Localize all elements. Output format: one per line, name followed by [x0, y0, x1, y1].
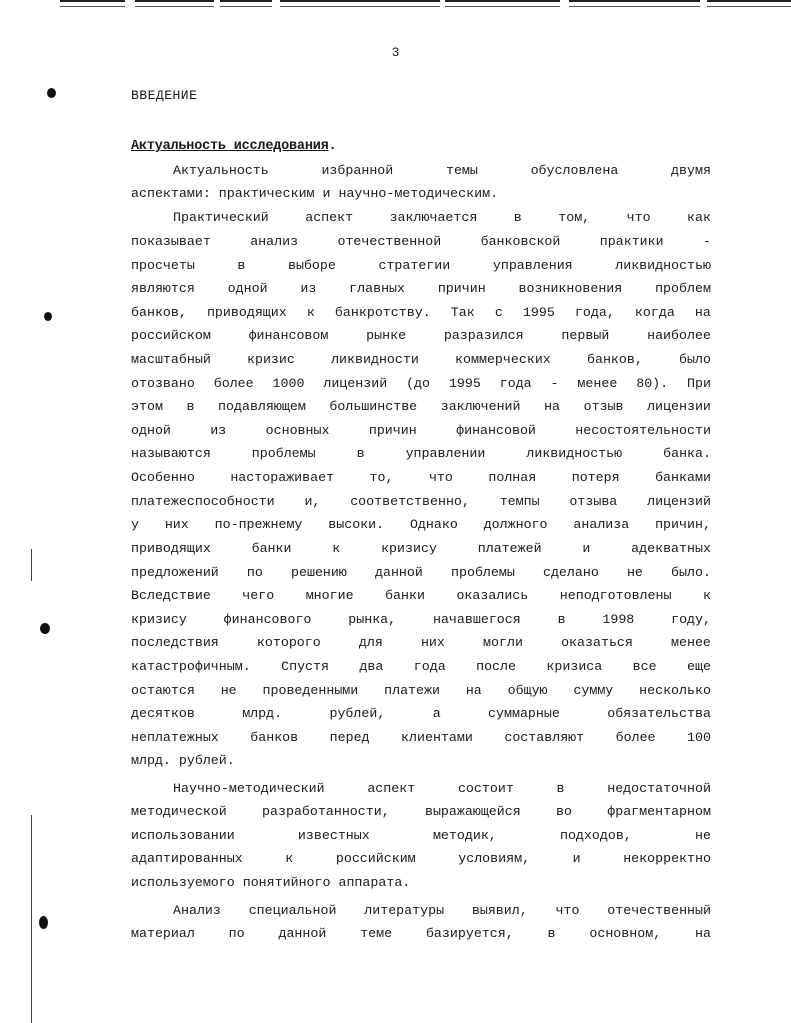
word: еще — [687, 659, 711, 674]
hole-punch-mark — [40, 623, 50, 634]
word: адаптированных — [131, 851, 243, 866]
word: приводящих — [206, 305, 287, 320]
word: этом — [131, 399, 163, 414]
word: на — [544, 399, 561, 414]
text-line — [131, 541, 711, 556]
word: литературы — [364, 903, 445, 918]
word: не — [220, 683, 237, 698]
word: практики — [599, 234, 664, 249]
hole-punch-mark — [44, 312, 52, 321]
word: Однако — [409, 517, 458, 532]
word: рублей, — [329, 706, 386, 721]
word: управления — [492, 258, 573, 273]
text-line — [173, 903, 711, 918]
scan-top-border — [60, 0, 791, 7]
text-line — [131, 828, 711, 843]
word: клиентами — [401, 730, 473, 745]
scan-border-gap — [700, 0, 707, 7]
word: (до — [406, 376, 431, 391]
word: неподготовлены — [559, 588, 672, 603]
word: как — [687, 210, 711, 225]
word: данной — [374, 565, 423, 580]
word: десятков — [131, 706, 195, 721]
word: отзыв — [583, 399, 624, 414]
text-line: аспектами: практическим и научно-методическим. — [131, 186, 499, 201]
word: Научно-методический — [173, 781, 325, 796]
word: темы — [445, 163, 478, 178]
text-line — [131, 446, 711, 461]
hole-punch-mark — [47, 88, 56, 98]
word: обусловлена — [530, 163, 619, 178]
word: российском — [131, 328, 211, 343]
word: было. — [671, 565, 711, 580]
word: потеря — [571, 470, 620, 485]
word: сумму — [573, 683, 614, 698]
word: них — [420, 635, 445, 650]
word: возникновения — [518, 281, 623, 296]
word: банковской — [480, 234, 561, 249]
text-line — [131, 399, 711, 414]
word: базируется, — [425, 926, 514, 941]
word: году, — [671, 612, 711, 627]
word: выборе — [287, 258, 336, 273]
word: управлении — [405, 446, 486, 461]
word: начавшегося — [432, 612, 521, 627]
word: по — [246, 565, 263, 580]
word: то, — [369, 470, 394, 485]
scan-border-gap — [272, 0, 280, 7]
hole-punch-mark — [39, 916, 48, 929]
word: использовании — [131, 828, 235, 843]
word: кризису — [381, 541, 437, 556]
text-line — [131, 612, 711, 627]
word: аспект — [367, 781, 416, 796]
word: когда — [634, 305, 675, 320]
word: заключений — [440, 399, 521, 414]
word: теме — [360, 926, 393, 941]
word: оказаться — [561, 635, 633, 650]
word: ликвидности — [331, 352, 419, 367]
word: года — [413, 659, 446, 674]
word: темпы — [499, 494, 540, 509]
word: предложений — [131, 565, 219, 580]
text-line — [131, 635, 711, 650]
text-line — [173, 163, 711, 178]
word: - — [703, 234, 711, 249]
text-line — [131, 470, 711, 485]
word: российским — [335, 851, 416, 866]
word: более — [615, 730, 656, 745]
word: одной — [131, 423, 171, 438]
word: в — [557, 612, 566, 627]
word: показывает — [131, 234, 211, 249]
word: банка. — [663, 446, 711, 461]
subheading — [131, 139, 336, 154]
word: условиям, — [458, 851, 531, 866]
word: после — [476, 659, 516, 674]
word: катастрофичным. — [131, 659, 251, 674]
word: заключается — [389, 210, 478, 225]
word: являются — [131, 281, 195, 296]
word: к — [702, 588, 711, 603]
text-line — [131, 683, 711, 698]
word: подходов, — [559, 828, 632, 843]
word: финансовой — [456, 423, 536, 438]
text-line — [131, 423, 711, 438]
word: и, — [304, 494, 321, 509]
word: методик, — [432, 828, 497, 843]
word: высоки. — [328, 517, 385, 532]
text-line — [131, 494, 711, 509]
text-line — [131, 804, 711, 819]
word: несостоятельности — [575, 423, 711, 438]
word: неплатежных — [131, 730, 219, 745]
word: основном, — [589, 926, 662, 941]
word: в — [547, 926, 556, 941]
word: ликвидностью — [615, 258, 711, 273]
word: в — [186, 399, 195, 414]
word: остаются — [131, 683, 195, 698]
word: том, — [558, 210, 591, 225]
text-line — [131, 376, 711, 391]
word: них — [164, 517, 189, 532]
word: на — [465, 683, 482, 698]
word: на — [694, 305, 711, 320]
word: одной — [227, 281, 268, 296]
word: в — [237, 258, 246, 273]
word: выявил, — [471, 903, 528, 918]
word: 80). — [636, 376, 669, 391]
word: года — [499, 376, 532, 391]
text-line — [131, 565, 711, 580]
word: менее — [671, 635, 711, 650]
word: Особенно — [131, 470, 195, 485]
word: которого — [256, 635, 321, 650]
word: у — [131, 517, 139, 532]
word: не — [626, 565, 643, 580]
word: соответственно, — [350, 494, 470, 509]
word: было — [679, 352, 711, 367]
word: некорректно — [623, 851, 711, 866]
word: в — [356, 446, 365, 461]
word: по-прежнему — [214, 517, 303, 532]
word: наиболее — [647, 328, 711, 343]
word: материал — [131, 926, 195, 941]
word: рынка, — [348, 612, 397, 627]
word: разразился — [443, 328, 524, 343]
word: кризиса — [546, 659, 603, 674]
word: полная — [488, 470, 537, 485]
word: обязательства — [607, 706, 711, 721]
word: специальной — [248, 903, 337, 918]
word: Спустя — [281, 659, 329, 674]
text-line — [131, 281, 711, 296]
word: менее — [577, 376, 618, 391]
word: отзыва — [569, 494, 618, 509]
word: что — [555, 903, 580, 918]
word: методической — [131, 804, 227, 819]
section-heading: ВВЕДЕНИЕ — [131, 88, 198, 103]
word: суммарные — [488, 706, 560, 721]
word: 1995 — [448, 376, 481, 391]
text-line — [131, 851, 711, 866]
text-line — [131, 305, 711, 320]
word: во — [556, 804, 572, 819]
word: - — [550, 376, 559, 391]
word: млрд. — [242, 706, 283, 721]
word: общую — [507, 683, 548, 698]
word: называются — [131, 446, 211, 461]
text-line — [131, 328, 711, 343]
word: рынке — [366, 328, 407, 343]
text-line — [131, 730, 711, 745]
word: все — [632, 659, 657, 674]
scan-border-gap — [440, 0, 445, 7]
word: несколько — [639, 683, 711, 698]
word: причин, — [655, 517, 711, 532]
word: банками — [655, 470, 711, 485]
word: два — [359, 659, 384, 674]
word: стратегии — [378, 258, 451, 273]
word: анализ — [250, 234, 299, 249]
word: выражающейся — [424, 804, 521, 819]
text-line — [131, 659, 711, 674]
word: Вследствие — [131, 588, 211, 603]
text-line — [131, 517, 711, 532]
word: последствия — [131, 635, 219, 650]
subheading-text: Актуальность исследования — [131, 139, 329, 154]
word: главных — [349, 281, 406, 296]
word: основных — [265, 423, 330, 438]
word: а — [432, 706, 441, 721]
word: отечественной — [337, 234, 442, 249]
word: чего — [242, 588, 275, 603]
word: в — [556, 781, 565, 796]
word: адекватных — [631, 541, 711, 556]
page-number: 3 — [391, 45, 400, 60]
word: многие — [305, 588, 354, 603]
word: фрагментарном — [607, 804, 711, 819]
word: Анализ — [173, 903, 221, 918]
word: отозвано — [131, 376, 195, 391]
word: недостаточной — [607, 781, 711, 796]
word: и — [582, 541, 591, 556]
word: причин — [437, 281, 486, 296]
word: ликвидностью — [526, 446, 623, 461]
word: перед — [329, 730, 370, 745]
word: платежеспособности — [131, 494, 275, 509]
word: Так — [450, 305, 475, 320]
word: известных — [297, 828, 370, 843]
word: что — [428, 470, 453, 485]
word: 100 — [687, 730, 711, 745]
word: по — [228, 926, 245, 941]
word: 1998 — [602, 612, 635, 627]
word: сделано — [542, 565, 599, 580]
word: анализа — [573, 517, 630, 532]
word: банков, — [586, 352, 643, 367]
text-line — [173, 781, 711, 796]
word: платежи — [384, 683, 440, 698]
word: лицензии — [647, 399, 711, 414]
text-line — [131, 352, 711, 367]
word: финансового — [223, 612, 312, 627]
word: к — [332, 541, 341, 556]
word: с — [494, 305, 503, 320]
word: причин — [368, 423, 417, 438]
word: большинстве — [329, 399, 418, 414]
word: более — [213, 376, 254, 391]
word: на — [695, 926, 711, 941]
scan-margin-line — [31, 815, 32, 1023]
word: 1000 — [272, 376, 305, 391]
word: 1995 — [522, 305, 555, 320]
word: банков — [250, 730, 299, 745]
text-line — [131, 588, 711, 603]
word: из — [300, 281, 317, 296]
word: и — [572, 851, 581, 866]
word: банкротству. — [334, 305, 431, 320]
word: данной — [278, 926, 327, 941]
word: просчеты — [131, 258, 195, 273]
text-line: используемого понятийного аппарата. — [131, 875, 411, 890]
word: проблемы — [451, 565, 515, 580]
word: Актуальность — [173, 163, 269, 178]
word: для — [358, 635, 383, 650]
scan-border-gap — [125, 0, 135, 7]
word: Практический — [173, 210, 269, 225]
word: избранной — [321, 163, 394, 178]
word: приводящих — [131, 541, 211, 556]
word: проведенными — [262, 683, 359, 698]
word: При — [687, 376, 711, 391]
word: банки — [385, 588, 425, 603]
text-line — [131, 258, 711, 273]
word: не — [694, 828, 711, 843]
word: коммерческих — [455, 352, 551, 367]
scan-border-gap — [214, 0, 220, 7]
word: масштабный — [131, 352, 211, 367]
word: лицензий — [323, 376, 388, 391]
word: должного — [483, 517, 548, 532]
word: двумя — [671, 163, 711, 178]
scan-border-gap — [560, 0, 569, 7]
word: отечественный — [607, 903, 711, 918]
word: первый — [561, 328, 610, 343]
word: финансовом — [248, 328, 329, 343]
text-line — [131, 926, 711, 941]
word: к — [306, 305, 315, 320]
word: что — [626, 210, 651, 225]
word: подавляющем — [218, 399, 306, 414]
word: решению — [291, 565, 347, 580]
text-line — [173, 210, 711, 225]
word: могли — [483, 635, 523, 650]
word: банки — [251, 541, 292, 556]
word: платежей — [477, 541, 542, 556]
word: кризис — [246, 352, 295, 367]
word: года, — [574, 305, 615, 320]
word: оказались — [456, 588, 529, 603]
scan-margin-line — [31, 549, 32, 581]
word: в — [513, 210, 522, 225]
text-line — [131, 234, 711, 249]
subheading-period: . — [328, 139, 337, 154]
word: к — [285, 851, 294, 866]
text-line: млрд. рублей. — [131, 753, 235, 768]
word: разработанности, — [262, 804, 390, 819]
word: состоит — [457, 781, 514, 796]
word: из — [210, 423, 227, 438]
word: проблемы — [251, 446, 316, 461]
text-line — [131, 706, 711, 721]
word: лицензий — [647, 494, 711, 509]
word: составляют — [504, 730, 585, 745]
word: банков, — [131, 305, 187, 320]
word: кризису — [131, 612, 187, 627]
word: аспект — [305, 210, 354, 225]
word: проблем — [655, 281, 711, 296]
word: настораживает — [230, 470, 335, 485]
